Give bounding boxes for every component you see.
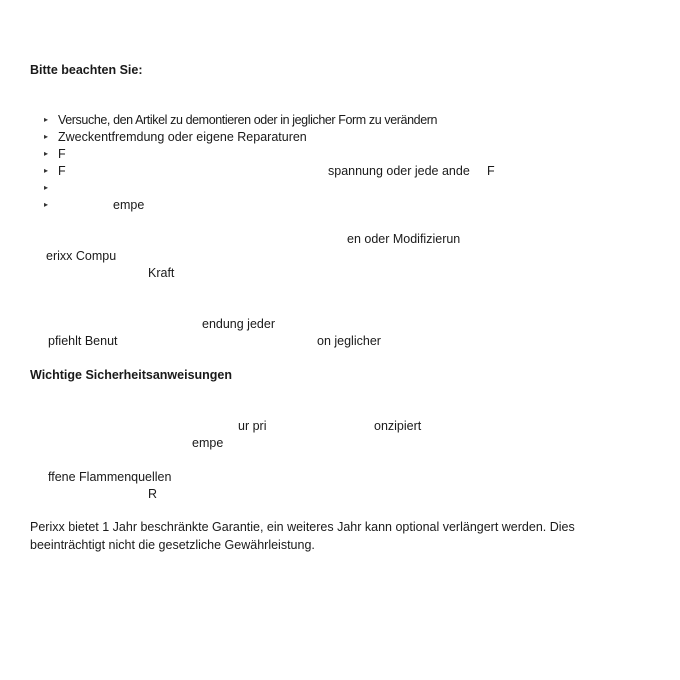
note-heading: Bitte beachten Sie: [30, 63, 143, 77]
safety-heading: Wichtige Sicherheitsanweisungen [30, 368, 233, 382]
bullet-marker-icon: ▸ [44, 166, 49, 175]
bullet-marker-icon: ▸ [44, 115, 49, 124]
list-item-text: Zweckentfremdung oder eigene Reparaturen [58, 130, 307, 144]
bullet-marker-icon: ▸ [44, 132, 49, 141]
text-fragment: onzipiert [374, 419, 422, 433]
list-item-text: F [58, 147, 66, 161]
text-fragment: on jeglicher [317, 334, 381, 348]
list-item-text: Versuche, den Artikel zu demontieren oder in jeglicher Form zu verändern [58, 113, 438, 127]
warranty-paragraph: Perixx bietet 1 Jahr beschränkte Garantie, ein weiteres Jahr kann optional verlängert werden. Dies beeinträchtigt nicht die gesetzliche Gewährleistung. [30, 520, 575, 552]
bullet-marker-icon: ▸ [44, 149, 49, 158]
list-item-text: F [58, 164, 66, 178]
text-fragment: R [148, 487, 158, 501]
text-fragment: ffene Flammenquellen [48, 470, 172, 484]
text-fragment: erixx Compu [46, 249, 117, 263]
bullet-marker-icon: ▸ [44, 200, 49, 209]
text-fragment: Kraft [148, 266, 175, 280]
bullet-marker-icon: ▸ [44, 183, 49, 192]
text-fragment: endung jeder [202, 317, 275, 331]
list-item-fragment: spannung oder jede ande [328, 164, 470, 178]
list-item-fragment: empe [113, 198, 145, 212]
text-fragment: en oder Modifizierun [347, 232, 461, 246]
text-fragment: ur pri [238, 419, 267, 433]
text-fragment: pfiehlt Benut [48, 334, 118, 348]
list-item-fragment: F [487, 164, 495, 178]
text-fragment: empe [192, 436, 224, 450]
